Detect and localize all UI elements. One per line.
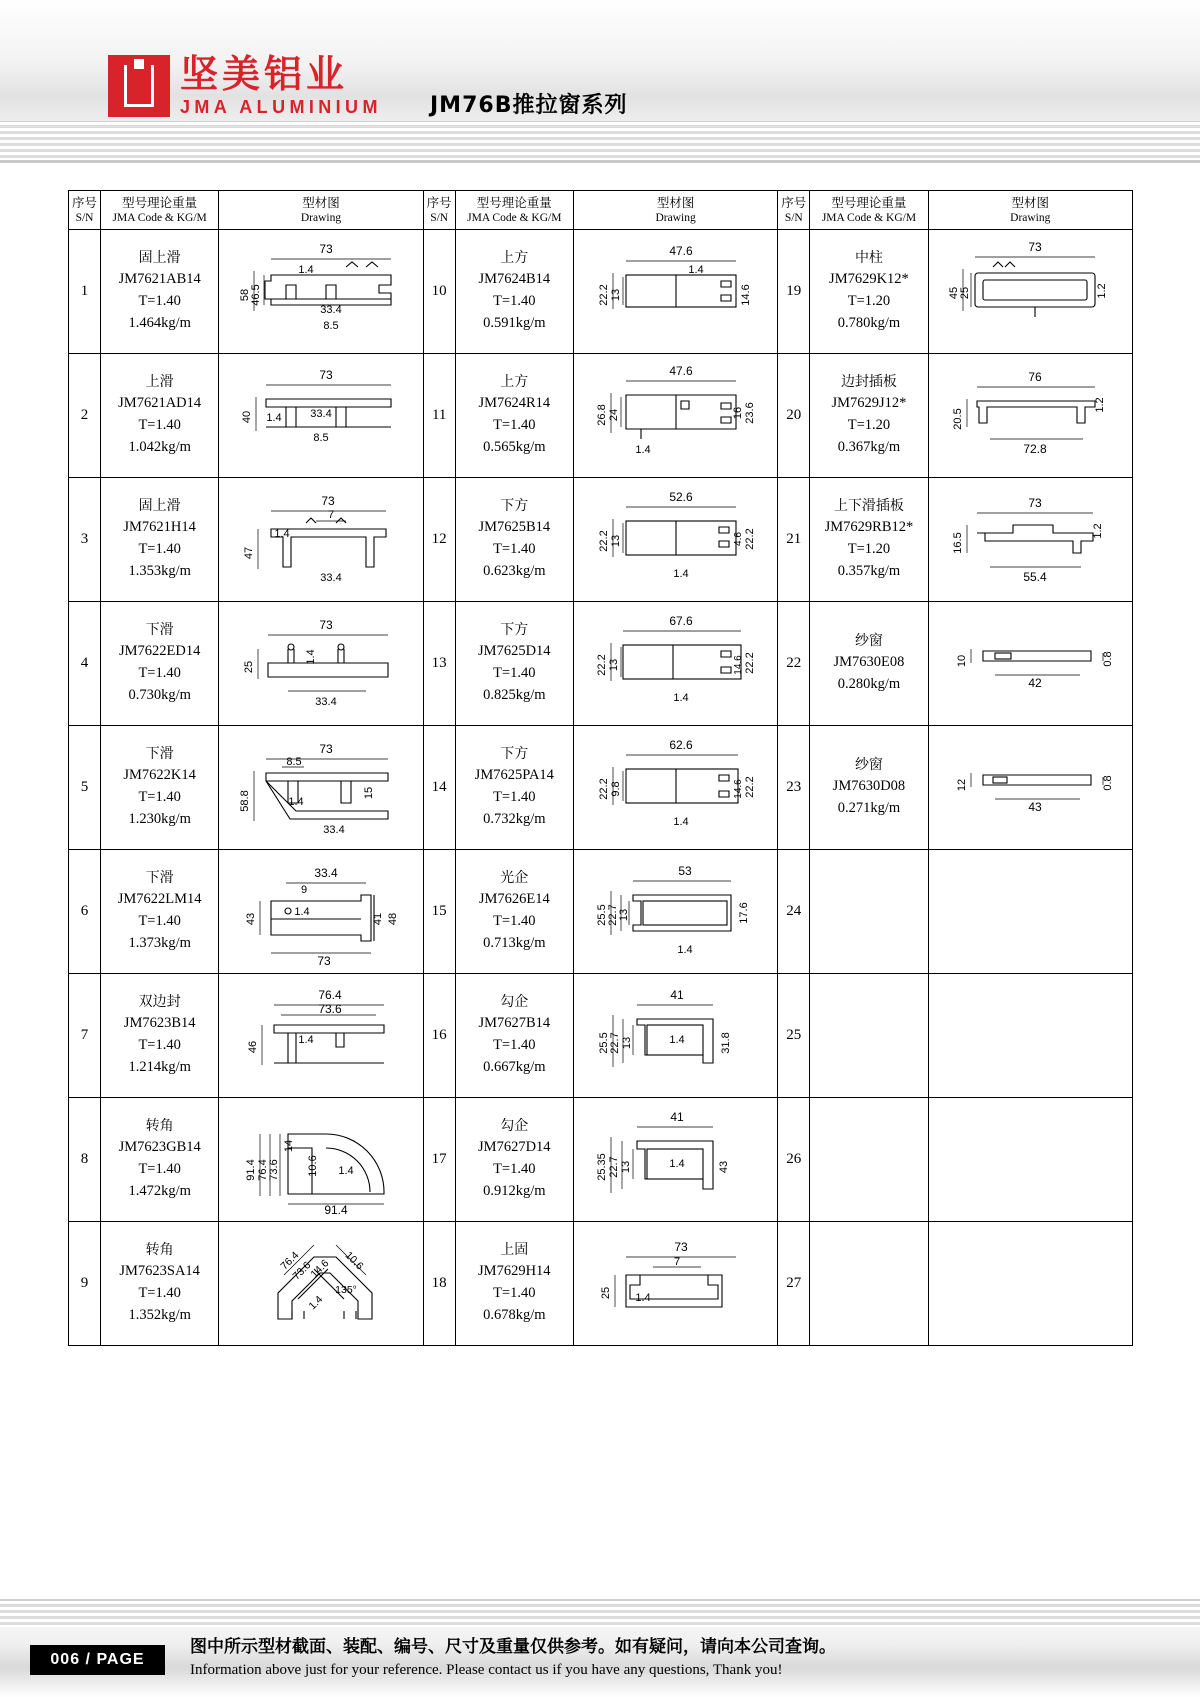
profile-code-cell: 双边封 JM7623B14 T=1.40 1.214kg/m (101, 974, 219, 1098)
svg-text:73: 73 (317, 953, 331, 967)
svg-text:47: 47 (242, 546, 255, 559)
sn-cell: 15 (423, 850, 455, 974)
header-sn-3: 序号 S/N (778, 191, 810, 230)
svg-text:20.5: 20.5 (952, 407, 965, 430)
disclaimer (190, 1632, 836, 1679)
svg-text:46: 46 (246, 1040, 259, 1053)
svg-text:76.4: 76.4 (278, 1248, 302, 1272)
header-sn-2: 序号 S/N (423, 191, 455, 230)
svg-text:1.4: 1.4 (672, 815, 689, 828)
profile-code-cell: 勾企 JM7627D14 T=1.40 0.912kg/m (455, 1098, 573, 1222)
header-code-1: 型号理论重量 JMA Code & KG/M (101, 191, 219, 230)
profile-drawing-cell (573, 602, 777, 726)
profile-code-cell: 上方 JM7624R14 T=1.40 0.565kg/m (455, 354, 573, 478)
profile-code-cell: 上方 JM7624B14 T=1.40 0.591kg/m (455, 230, 573, 354)
svg-text:1.4: 1.4 (634, 1291, 651, 1304)
profile-drawing-cell (573, 1222, 777, 1346)
svg-text:33.4: 33.4 (314, 865, 338, 880)
sn-cell: 11 (423, 354, 455, 478)
svg-text:4.6: 4.6 (732, 531, 744, 546)
profile-code-cell: 上滑 JM7621AD14 T=1.40 1.042kg/m (101, 354, 219, 478)
profile-drawing-cell (219, 726, 423, 850)
profile-code-cell: 下滑 JM7622K14 T=1.40 1.230kg/m (101, 726, 219, 850)
svg-text:14.6: 14.6 (739, 283, 752, 306)
sn-cell: 25 (778, 974, 810, 1098)
svg-text:24: 24 (607, 408, 620, 421)
svg-text:25: 25 (959, 286, 972, 299)
svg-text:10.6: 10.6 (306, 1154, 319, 1177)
profile-drawing-cell (219, 850, 423, 974)
profile-drawing-cell (219, 1222, 423, 1346)
profile-drawing-cell (928, 602, 1132, 726)
profile-drawing-cell (219, 974, 423, 1098)
svg-text:16: 16 (731, 406, 744, 419)
svg-text:22.2: 22.2 (743, 651, 756, 674)
svg-text:1.4: 1.4 (676, 943, 693, 956)
svg-text:135°: 135° (335, 1283, 357, 1296)
disclaimer-cn: 图中所示型材截面、装配、编号、尺寸及重量仅供参考。如有疑问，请向本公司查询。 (190, 1637, 836, 1657)
profile-code-cell: 下方 JM7625B14 T=1.40 0.623kg/m (455, 478, 573, 602)
sn-cell: 13 (423, 602, 455, 726)
profile-drawing-cell (928, 354, 1132, 478)
svg-text:22.2: 22.2 (743, 527, 756, 550)
profile-code-cell: 下滑 JM7622LM14 T=1.40 1.373kg/m (101, 850, 219, 974)
svg-text:1.4: 1.4 (634, 443, 651, 456)
svg-text:22.2: 22.2 (595, 653, 608, 676)
profile-drawing-cell (928, 478, 1132, 602)
header-draw-3: 型材图 Drawing (928, 191, 1132, 230)
svg-text:22.7: 22.7 (608, 1031, 621, 1054)
svg-text:1.4: 1.4 (338, 1164, 354, 1177)
sn-cell: 18 (423, 1222, 455, 1346)
svg-text:7: 7 (327, 508, 335, 521)
svg-text:72.8: 72.8 (1023, 441, 1047, 456)
profile-drawing-cell (928, 726, 1132, 850)
svg-text:22.2: 22.2 (743, 775, 756, 798)
svg-text:1.2: 1.2 (1096, 282, 1109, 299)
svg-text:76.4: 76.4 (256, 1158, 269, 1181)
sn-cell: 9 (69, 1222, 101, 1346)
svg-text:73: 73 (1028, 239, 1042, 254)
svg-text:1.4: 1.4 (687, 263, 704, 276)
svg-text:31.8: 31.8 (719, 1031, 732, 1054)
svg-text:43: 43 (717, 1160, 730, 1173)
svg-text:9: 9 (300, 883, 308, 896)
svg-text:55.4: 55.4 (1023, 569, 1047, 584)
svg-text:41: 41 (669, 1109, 684, 1124)
svg-text:1.4: 1.4 (274, 527, 290, 540)
sn-cell: 7 (69, 974, 101, 1098)
svg-text:1.4: 1.4 (288, 795, 304, 808)
svg-text:76: 76 (1028, 369, 1042, 384)
brand-name-cn: 坚美铝业 (180, 52, 349, 96)
sn-cell: 22 (778, 602, 810, 726)
header-code-3: 型号理论重量 JMA Code & KG/M (810, 191, 928, 230)
table-row (69, 850, 1133, 974)
profile-code-cell: 中柱 JM7629K12* T=1.20 0.780kg/m (810, 230, 928, 354)
svg-text:13: 13 (619, 1160, 632, 1173)
sn-cell: 19 (778, 230, 810, 354)
svg-text:46.5: 46.5 (249, 283, 262, 306)
header-code-2: 型号理论重量 JMA Code & KG/M (455, 191, 573, 230)
svg-text:26.8: 26.8 (595, 403, 608, 426)
svg-text:14.6: 14.6 (732, 778, 744, 799)
svg-text:14.6: 14.6 (732, 654, 744, 675)
svg-text:76.4: 76.4 (318, 987, 342, 1002)
svg-text:12: 12 (956, 778, 969, 791)
profile-drawing-cell (573, 974, 777, 1098)
sn-cell: 23 (778, 726, 810, 850)
svg-text:1.4: 1.4 (298, 263, 314, 276)
profile-drawing-cell (219, 602, 423, 726)
page-title-cn: JM76B推拉窗系列 (430, 93, 628, 118)
svg-text:15: 15 (362, 786, 375, 799)
svg-text:1.4: 1.4 (306, 1292, 326, 1312)
page-footer (0, 1599, 1200, 1697)
profile-code-cell: 上固 JM7629H14 T=1.40 0.678kg/m (455, 1222, 573, 1346)
svg-text:73: 73 (319, 741, 333, 756)
profile-code-cell: 下方 JM7625PA14 T=1.40 0.732kg/m (455, 726, 573, 850)
svg-text:22.7: 22.7 (607, 1155, 620, 1178)
svg-text:7: 7 (673, 1255, 680, 1268)
svg-text:40: 40 (240, 410, 253, 423)
svg-text:47.6: 47.6 (668, 363, 693, 378)
table-row (69, 1222, 1133, 1346)
table-row (69, 1098, 1133, 1222)
svg-text:1.4: 1.4 (672, 691, 689, 704)
profile-code-cell: 下方 JM7625D14 T=1.40 0.825kg/m (455, 602, 573, 726)
sn-cell: 26 (778, 1098, 810, 1222)
svg-text:25: 25 (599, 1286, 612, 1299)
svg-text:41: 41 (669, 987, 684, 1002)
svg-text:10.6: 10.6 (342, 1248, 366, 1272)
profile-code-cell: 固上滑 JM7621H14 T=1.40 1.353kg/m (101, 478, 219, 602)
svg-text:10: 10 (956, 654, 969, 667)
table-row (69, 726, 1133, 850)
svg-text:42: 42 (1028, 675, 1042, 690)
svg-text:0.8: 0.8 (1102, 650, 1115, 667)
svg-text:22.2: 22.2 (597, 777, 610, 800)
spec-table (68, 190, 1133, 1346)
svg-text:58.8: 58.8 (238, 789, 251, 812)
svg-text:33.4: 33.4 (320, 571, 342, 584)
svg-text:1.4: 1.4 (668, 1157, 685, 1170)
profile-drawing-cell-empty (928, 850, 1132, 974)
profile-code-cell: 上下滑插板 JM7629RB12* T=1.20 0.357kg/m (810, 478, 928, 602)
svg-text:25: 25 (242, 660, 255, 673)
svg-text:13: 13 (609, 288, 622, 301)
svg-text:22.2: 22.2 (597, 529, 610, 552)
profile-code-cell (810, 1098, 928, 1222)
svg-text:22.7: 22.7 (606, 903, 619, 926)
header-draw-2: 型材图 Drawing (573, 191, 777, 230)
profile-drawing-cell (219, 478, 423, 602)
profile-code-cell: 边封插板 JM7629J12* T=1.20 0.367kg/m (810, 354, 928, 478)
header-stripe-decoration (0, 121, 1200, 160)
svg-text:1.2: 1.2 (1094, 396, 1107, 413)
svg-text:33.4: 33.4 (323, 823, 345, 836)
header-draw-1: 型材图 Drawing (219, 191, 423, 230)
brand-name-en: JMA ALUMINIUM (180, 96, 382, 117)
svg-text:16.5: 16.5 (952, 531, 965, 554)
table-row (69, 974, 1133, 1098)
svg-text:67.6: 67.6 (668, 613, 693, 628)
svg-text:48: 48 (386, 912, 399, 925)
svg-text:33.4: 33.4 (315, 695, 337, 708)
svg-text:41: 41 (371, 912, 384, 925)
svg-text:33.4: 33.4 (310, 407, 332, 420)
profile-drawing-cell (573, 478, 777, 602)
svg-text:13: 13 (607, 658, 620, 671)
svg-text:73: 73 (319, 617, 333, 632)
svg-text:1.4: 1.4 (298, 1033, 314, 1046)
svg-text:52.6: 52.6 (668, 489, 693, 504)
profile-code-cell (810, 850, 928, 974)
sn-cell: 24 (778, 850, 810, 974)
svg-text:33.4: 33.4 (320, 303, 342, 316)
profile-drawing-cell (573, 850, 777, 974)
svg-text:25.5: 25.5 (595, 903, 608, 926)
dim-label: 73 (319, 241, 333, 256)
svg-text:1.4: 1.4 (266, 411, 282, 424)
table-row (69, 478, 1133, 602)
svg-text:13: 13 (617, 908, 630, 921)
spec-table-wrap (68, 190, 1133, 1346)
svg-text:43: 43 (244, 912, 257, 925)
brand-logo (108, 52, 382, 118)
profile-drawing-cell (573, 354, 777, 478)
svg-text:22.2: 22.2 (597, 283, 610, 306)
svg-text:9.8: 9.8 (609, 780, 622, 797)
sn-cell: 14 (423, 726, 455, 850)
sn-cell: 2 (69, 354, 101, 478)
profile-drawing-cell-empty (928, 974, 1132, 1098)
profile-code-cell: 转角 JM7623GB14 T=1.40 1.472kg/m (101, 1098, 219, 1222)
svg-text:13: 13 (620, 1036, 633, 1049)
svg-text:1.4: 1.4 (294, 905, 310, 918)
svg-text:73.6: 73.6 (318, 1001, 342, 1016)
svg-text:1.4: 1.4 (304, 648, 317, 665)
page-number-badge: 006 / PAGE (30, 1645, 165, 1675)
sn-cell: 27 (778, 1222, 810, 1346)
profile-drawing-cell (573, 230, 777, 354)
svg-text:1.2: 1.2 (1092, 522, 1105, 539)
sn-cell: 3 (69, 478, 101, 602)
profile-drawing-cell (928, 230, 1132, 354)
svg-text:8.5: 8.5 (286, 755, 302, 768)
profile-code-cell: 纱窗 JM7630D08 0.271kg/m (810, 726, 928, 850)
profile-drawing-cell (219, 354, 423, 478)
svg-text:1.4: 1.4 (668, 1033, 685, 1046)
svg-text:58: 58 (238, 288, 251, 301)
profile-code-cell: 固上滑 JM7621AB14 T=1.40 1.464kg/m (101, 230, 219, 354)
profile-code-cell (810, 974, 928, 1098)
footer-stripe-decoration (0, 1601, 1200, 1627)
svg-text:91.4: 91.4 (324, 1202, 348, 1216)
profile-drawing-cell (573, 1098, 777, 1222)
svg-text:13: 13 (609, 534, 622, 547)
sn-cell: 10 (423, 230, 455, 354)
sn-cell: 12 (423, 478, 455, 602)
table-row (69, 354, 1133, 478)
sn-cell: 17 (423, 1098, 455, 1222)
page-header (0, 0, 1200, 163)
profile-code-cell: 转角 JM7623SA14 T=1.40 1.352kg/m (101, 1222, 219, 1346)
svg-text:25.35: 25.35 (595, 1152, 608, 1181)
profile-drawing-cell-empty (928, 1222, 1132, 1346)
svg-text:14.6: 14.6 (308, 1256, 332, 1280)
profile-code-cell (810, 1222, 928, 1346)
svg-text:73: 73 (319, 367, 333, 382)
svg-text:73.6: 73.6 (267, 1158, 280, 1181)
profile-code-cell: 下滑 JM7622ED14 T=1.40 0.730kg/m (101, 602, 219, 726)
svg-text:73: 73 (1028, 495, 1042, 510)
profile-code-cell: 纱窗 JM7630E08 0.280kg/m (810, 602, 928, 726)
table-row (69, 230, 1133, 354)
jma-logo-icon (108, 55, 170, 117)
svg-text:73: 73 (673, 1239, 688, 1254)
svg-text:73: 73 (321, 493, 335, 508)
svg-text:47.6: 47.6 (668, 243, 693, 258)
disclaimer-en: Information above just for your reference. Please contact us if you have any questions, Thank you! (190, 1662, 783, 1678)
profile-drawing-cell (219, 230, 423, 354)
sn-cell: 5 (69, 726, 101, 850)
svg-text:8.5: 8.5 (323, 319, 339, 332)
svg-text:14: 14 (282, 1139, 295, 1152)
svg-text:25.5: 25.5 (597, 1031, 610, 1054)
svg-text:62.6: 62.6 (668, 737, 693, 752)
svg-text:1.4: 1.4 (672, 567, 689, 580)
svg-text:8.5: 8.5 (313, 431, 329, 444)
svg-text:53: 53 (677, 863, 692, 878)
profile-code-cell: 光企 JM7626E14 T=1.40 0.713kg/m (455, 850, 573, 974)
table-row (69, 602, 1133, 726)
sn-cell: 1 (69, 230, 101, 354)
sn-cell: 20 (778, 354, 810, 478)
svg-text:91.4: 91.4 (244, 1158, 257, 1181)
profile-drawing-cell (573, 726, 777, 850)
svg-text:73.6: 73.6 (290, 1258, 314, 1282)
svg-text:45: 45 (948, 286, 961, 299)
table-header-row (69, 191, 1133, 230)
svg-text:0.8: 0.8 (1102, 774, 1115, 791)
profile-code-cell: 勾企 JM7627B14 T=1.40 0.667kg/m (455, 974, 573, 1098)
sn-cell: 16 (423, 974, 455, 1098)
profile-drawing-cell (219, 1098, 423, 1222)
sn-cell: 4 (69, 602, 101, 726)
header-sn-1: 序号 S/N (69, 191, 101, 230)
sn-cell: 21 (778, 478, 810, 602)
profile-drawing-cell-empty (928, 1098, 1132, 1222)
svg-text:17.6: 17.6 (737, 901, 750, 924)
sn-cell: 8 (69, 1098, 101, 1222)
sn-cell: 6 (69, 850, 101, 974)
svg-text:23.6: 23.6 (743, 401, 756, 424)
svg-text:43: 43 (1028, 799, 1042, 814)
